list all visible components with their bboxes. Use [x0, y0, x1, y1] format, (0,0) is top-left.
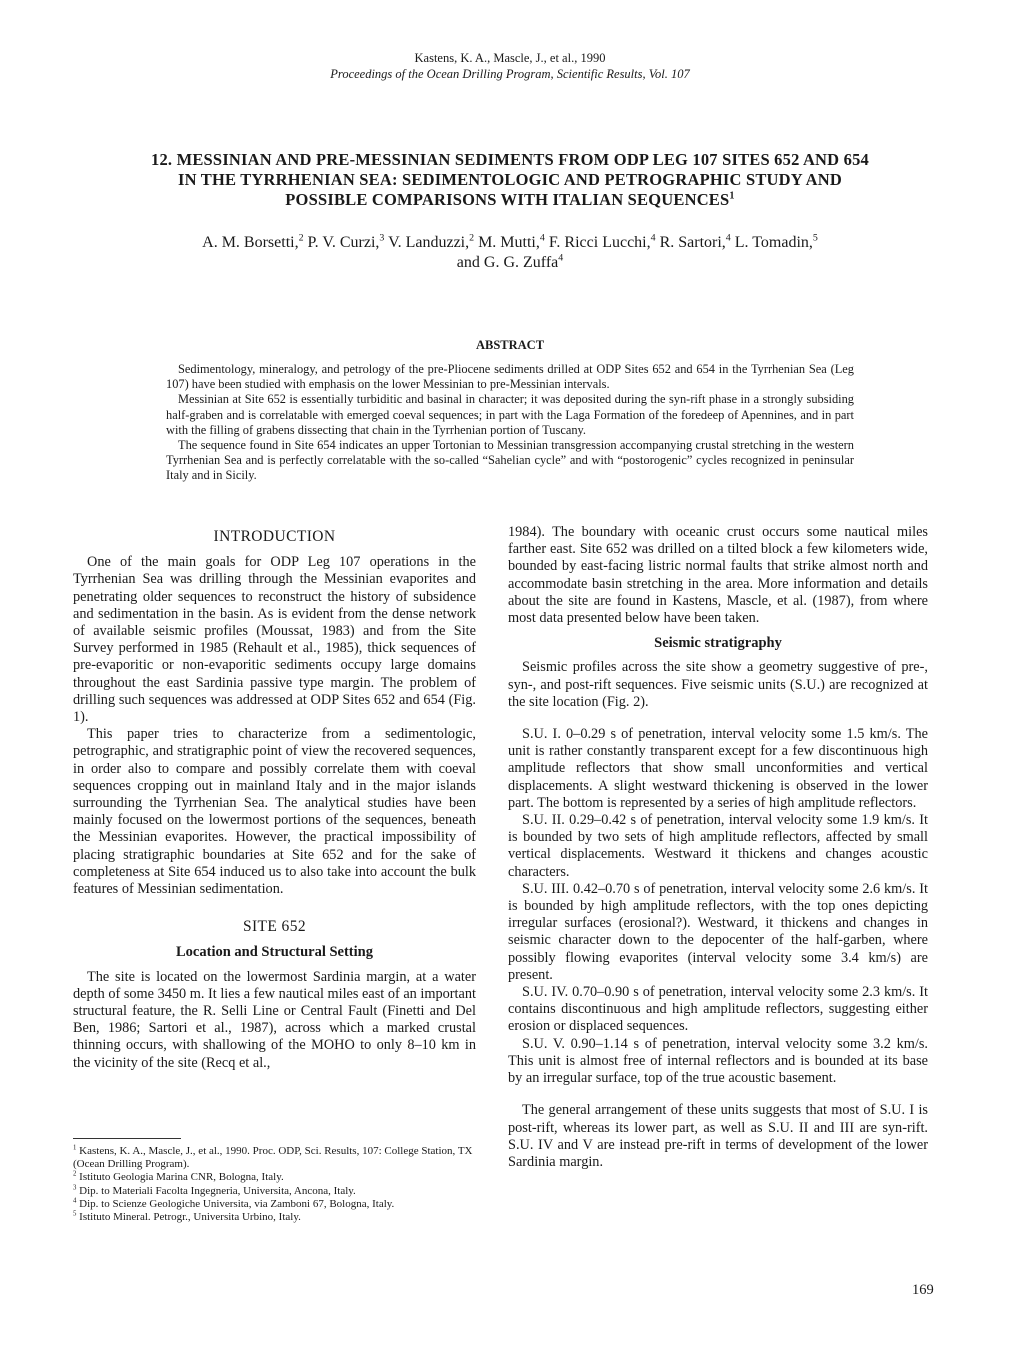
title-line-3-text: POSSIBLE COMPARISONS WITH ITALIAN SEQUENCES: [285, 190, 730, 209]
abstract-paragraph: Messinian at Site 652 is essentially turbiditic and basinal in character; it was deposited during the syn-rift phase in a strongly subsiding half-graben and is correlatable with emerged coeval sequences; in part with the Laga Formation of the foredeep of Apennines, and in part with the filling of grabens dissecting that chain in the Tyrrhenian portion of Tuscany.: [166, 392, 854, 437]
author: R. Sartori,$^4$: [659, 232, 731, 251]
author: M. Mutti,$^4$: [478, 232, 545, 251]
body-paragraph: 1984). The boundary with oceanic crust occurs some nautical miles farther east. Site 652 was drilled on a tilted block a few kilometers wide, bounded by east-facing listric normal faults that strike almost north and accommodate basin stretching in the area. More information and details about the site are found in Kastens, Mascle, et al. (1987), from where most data presented below have been taken.: [508, 524, 928, 627]
seismic-unit-paragraph: S.U. V. 0.90–1.14 s of penetration, interval velocity some 3.2 km/s. This unit is almost free of internal reflectors and is bounded at its base by an irregular surface, top of the true acoustic basement.: [508, 1035, 928, 1087]
body-paragraph: The general arrangement of these units suggests that most of S.U. I is post-rift, whereas its lower part, as well as S.U. II and III are syn-rift. S.U. IV and V are instead pre-rift in terms of development of the lower Sardinia margin.: [508, 1102, 928, 1170]
footnote: $^1$ Kastens, K. A., Mascle, J., et al., 1990. Proc. ODP, Sci. Results, 107: College Station, TX (Ocean Drilling Program).: [73, 1144, 473, 1171]
introduction-heading: INTRODUCTION: [213, 528, 336, 545]
footnote: $^3$ Dip. to Materiali Facolta Ingegneria, Universita, Ancona, Italy.: [73, 1183, 356, 1197]
author: P. V. Curzi,$^3$: [307, 232, 385, 251]
footnote: $^4$ Dip. to Scienze Geologiche Universita, via Zamboni 67, Bologna, Italy.: [73, 1197, 395, 1210]
citation-line: Kastens, K. A., Mascle, J., et al., 1990: [414, 51, 606, 65]
paper-title: [60, 150, 960, 210]
author-list: [100, 233, 920, 273]
author: A. M. Borsetti,$^2$: [202, 232, 304, 251]
seismic-unit-paragraph: S.U. IV. 0.70–0.90 s of penetration, interval velocity some 2.3 km/s. It contains discontinuous and high amplitude reflectors, suggesting either erosion or displaced sequences.: [508, 984, 928, 1035]
right-column: [508, 524, 928, 1171]
abstract-body: [166, 362, 854, 484]
body-paragraph: The site is located on the lowermost Sardinia margin, at a water depth of some 3450 m. It lies a few nautical miles east of an important structural feature, the R. Selli Line or Central Fault (Finetti and Del Ben, 1986; Sartori et al., 1987), across which a marked crustal thinning occurs, with shallowing of the MOHO to only 8–10 km in the vicinity of the site (Recq et al.,: [73, 968, 476, 1071]
footnote-rule: [73, 1138, 181, 1139]
seismic-unit-paragraph: S.U. II. 0.29–0.42 s of penetration, interval velocity some 1.9 km/s. It is bounded by two sets of high amplitude reflectors, affected by small vertical displacements. Westward it thickens and changes acoustic characters.: [508, 812, 928, 880]
title-line-3: [60, 190, 960, 210]
abstract-paragraph: Sedimentology, mineralogy, and petrology of the pre-Pliocene sediments drilled at ODP Sites 652 and 654 in the Tyrrhenian Sea (Leg 107) have been studied with emphasis on the lower Messinian to pre-Messinian intervals.: [166, 362, 854, 392]
body-paragraph: One of the main goals for ODP Leg 107 operations in the Tyrrhenian Sea was drilling through the Messinian evaporites and penetrating older sequences to reconstruct the history of subsidence and sedimentation in the basin. As is evident from the dense network of available seismic profiles (Moussat, 1983) and from the Site Survey performed in 1985 (Rehault et al., 1985), thick sequences of pre-evaporitic or non-evaporitic sediments occupy large domains throughout the east Sardinia passive type margin. The problem of drilling such sequences was addressed at ODP Sites 652 and 654 (Fig. 1).: [73, 554, 476, 726]
body-paragraph: Seismic profiles across the site show a geometry suggestive of pre-, syn-, and post-rift sequences. Five seismic units (S.U.) are recognized at the site location (Fig. 2).: [508, 659, 928, 710]
abstract-paragraph: The sequence found in Site 654 indicates an upper Tortonian to Messinian transgression accompanying crustal stretching in the western Tyrrhenian Sea and is perfectly correlatable with the so-called “Sahelian cycle” and with “postorogenic” cycles recognized in peninsular Italy and in Sicily.: [166, 438, 854, 483]
seismic-unit-paragraph: S.U. I. 0–0.29 s of penetration, interval velocity some 1.5 km/s. The unit is rather constantly transparent except for a few discontinuous high amplitude reflectors that show small unconformities and vertical displacements. A slight westward thickening is observed in the lower part. The bottom is represented by a series of high amplitude reflectors.: [508, 726, 928, 811]
seismic-unit-paragraph: S.U. III. 0.42–0.70 s of penetration, interval velocity some 2.6 km/s. It is bounded by high amplitude reflectors, with the top ones depicting irregular surfaces (erosional?). Westward, it thickens and changes in seismic character down to the depocenter of the half-garben, where possibly flowing evaporites (interval velocity some 3.4 km/s) are present.: [508, 880, 928, 983]
author: V. Landuzzi,$^2$: [388, 232, 475, 251]
title-footnote-mark: 1: [729, 190, 735, 202]
seismic-stratigraphy-heading: Seismic stratigraphy: [654, 635, 782, 652]
author: F. Ricci Lucchi,$^4$: [548, 232, 656, 251]
body-paragraph: This paper tries to characterize from a sedimentologic, petrographic, and stratigraphic point of view the recovered sequences, in order also to compare and possibly correlate them with coeval sequences cropping out in mainland Italy and in the major islands surrounding the Tyrrhenian Sea. The analytical studies have been mainly focused on the lowermost portions of the sequences, beneath the Messinian evaporites. However, the practical impossibility of placing stratigraphic boundaries at Site 652 and for the sake of completeness at Site 654 induced us to also take into account the bulk features of Messinian sedimentation.: [73, 726, 476, 898]
site-heading: SITE 652: [242, 918, 307, 936]
left-column: [73, 524, 476, 1072]
footnote: $^2$ Istituto Geologia Marina CNR, Bologna, Italy.: [73, 1170, 284, 1184]
abstract-heading: ABSTRACT: [475, 338, 545, 352]
running-header: [0, 50, 1020, 82]
page-number: 169: [912, 1282, 934, 1298]
location-heading: Location and Structural Setting: [176, 944, 373, 961]
footnotes: [73, 1145, 473, 1224]
title-line-2: IN THE TYRRHENIAN SEA: SEDIMENTOLOGIC AND PETROGRAPHIC STUDY AND: [177, 170, 843, 189]
author: L. Tomadin,$^5$: [734, 232, 818, 251]
journal-line: Proceedings of the Ocean Drilling Program, Scientific Results, Vol. 107: [330, 67, 690, 81]
footnote: $^5$ Istituto Mineral. Petrogr., Universita Urbino, Italy.: [73, 1210, 301, 1224]
title-line-1: 12. MESSINIAN AND PRE-MESSINIAN SEDIMENTS FROM ODP LEG 107 SITES 652 AND 654: [151, 150, 869, 169]
author: and G. G. Zuffa$^4$: [456, 252, 564, 271]
